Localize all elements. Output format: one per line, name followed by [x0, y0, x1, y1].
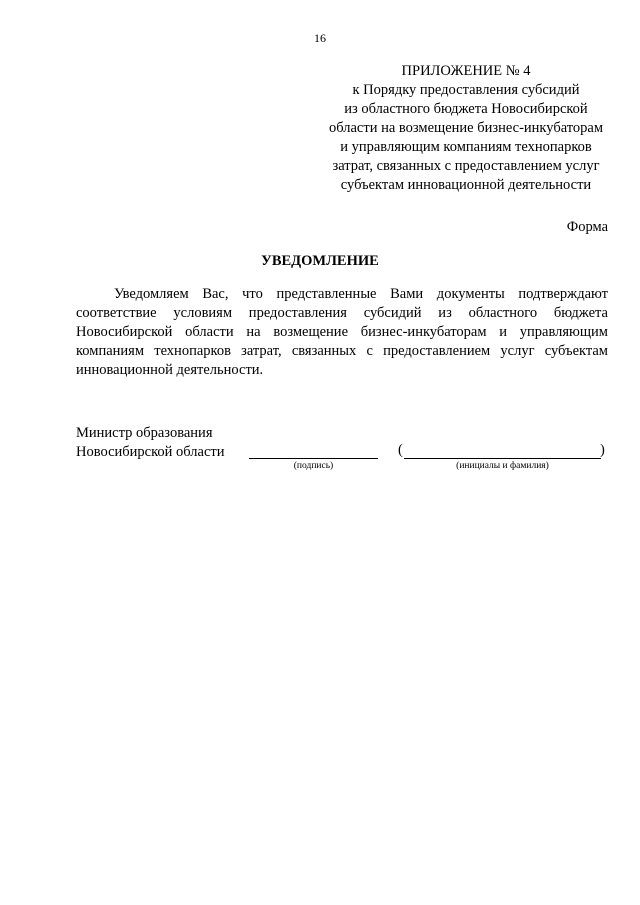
name-caption: (инициалы и фамилия) [456, 461, 549, 471]
name-line [404, 458, 601, 459]
appendix-line: затрат, связанных с предоставлением услуг [332, 158, 600, 174]
appendix-line: к Порядку предоставления субсидий [352, 82, 580, 98]
appendix-header [318, 62, 614, 195]
signature-caption: (подпись) [293, 461, 334, 471]
appendix-line: и управляющим компаниям технопарков [340, 139, 592, 155]
page-number: 16 [314, 31, 326, 45]
signatory-position [76, 424, 225, 461]
document-title: УВЕДОМЛЕНИЕ [261, 253, 379, 269]
signatory-position-line: Министр образования [76, 425, 213, 441]
appendix-line: из областного бюджета Новосибирской [344, 101, 588, 117]
form-label: Форма [566, 219, 608, 235]
appendix-title: ПРИЛОЖЕНИЕ № 4 [401, 63, 531, 79]
name-open-paren: ( [398, 442, 403, 458]
notification-body: Уведомляем Вас, что представленные Вами документы подтверждают соответствие условиям предоставления субсидий из областного бюджета Новосибирской области на возмещение бизнес-инкубаторам и управляющим компаниям технопарков затрат, связанных с предоставлением услуг субъектам инновационной деятельности. [76, 286, 608, 378]
appendix-line: области на возмещение бизнес-инкубаторам [328, 120, 604, 136]
appendix-line: субъектам инновационной деятельности [340, 177, 592, 193]
signatory-position-line: Новосибирской области [76, 443, 225, 460]
name-close-paren: ) [600, 442, 605, 458]
signature-line [249, 458, 378, 459]
